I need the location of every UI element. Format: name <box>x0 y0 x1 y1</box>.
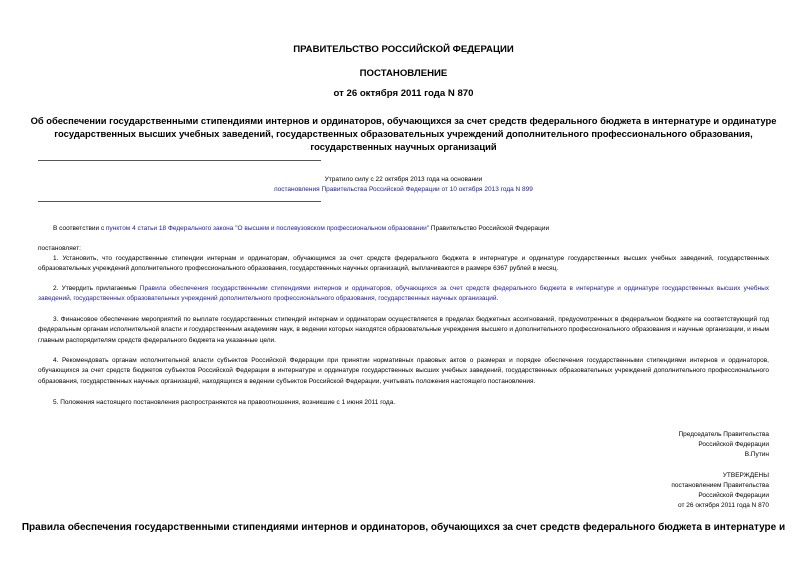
approval-country: Российской Федерации <box>698 492 769 499</box>
federal-law-link[interactable]: пунктом 4 статьи 18 Федерального закона "О высшем и послевузовском профессиональном образовании" <box>106 225 430 232</box>
approval-block <box>469 471 769 511</box>
approval-act: постановлением Правительства <box>671 482 769 489</box>
approval-heading: УТВЕРЖДЕНЫ <box>722 472 769 479</box>
signature-name: В.Путин <box>744 451 769 458</box>
paragraph-3: 3. Финансовое обеспечение мероприятий по выплате государственных стипендий интернам и ординаторам осуществляется в пределах бюджетных ассигнований, предусмотренных в федеральном бюджете на соответствующий год федеральным органам исполнительной власти и государственным академиям наук, в ведении которых находятся образовательные учреждения высшего и дополнительного профессионального образования и научные организации, и иным главным распорядителям средств федерального бюджета на указанные цели. <box>38 316 769 344</box>
signature-country: Российской Федерации <box>698 441 769 448</box>
document-type-heading: ПОСТАНОВЛЕНИЕ <box>359 68 448 79</box>
paragraph-2-suffix: . <box>496 295 499 303</box>
paragraph-4: 4. Рекомендовать органам исполнительной власти субъектов Российской Федерации при принятии нормативных правовых актов о размерах и порядке обеспечения государственными стипендиями интернов и ординаторов, обучающихся за счет средств бюджетов субъектов Российской Федерации в интернатуре и ординатуре государственных высших учебных заведений, государственных образовательных учреждений дополнительного профессионального образования, государственных научных организаций, находящихся в ведении субъектов Российской Федерации, учитывать положения настоящего постановления. <box>38 357 769 385</box>
paragraph-5: 5. Положения настоящего постановления распространяются на правоотношения, возникшие с 1 июня 2011 года. <box>53 399 396 406</box>
preamble <box>38 224 769 234</box>
document-title-line-3: государственных научных организаций <box>310 141 497 152</box>
status-divider <box>38 201 321 202</box>
document-date-number: от 26 октября 2011 года N 870 <box>333 88 474 99</box>
preamble-suffix: Правительство Российской Федерации <box>429 225 550 232</box>
signature-block <box>469 430 769 460</box>
paragraph-1: 1. Установить, что государственные стипендии интернам и ординаторам, обучающимся за счет средств федерального бюджета в интернатуре и ординатуре государственных высших учебных заведений, государственных образовательных учреждений дополнительного профессионального образования, государственных научных организаций, выплачиваются в размере 6367 рублей в месяц. <box>38 255 769 273</box>
approval-date-number: от 26 октября 2011 года N 870 <box>678 502 769 509</box>
preamble-prefix: В соответствии с <box>53 225 107 232</box>
rules-link[interactable]: Правила обеспечения государственными стипендиями интернов и ординаторов, обучающихся за счет средств федерального бюджета в интернатуре и ординатуре государственных высших учебных заведений, государственных образовательных учреждений дополнительного профессионального образования, государственных научных организаций <box>38 285 769 303</box>
document-title-line-1: Об обеспечении государственными стипендиями интернов и ординаторов, обучающихся за счет средств федерального бюджета в интернатуре и ординатуре <box>30 115 777 126</box>
document-title <box>0 114 807 153</box>
signature-position: Председатель Правительства <box>678 431 769 438</box>
repealing-act-link[interactable]: постановления Правительства Российской Федерации от 10 октября 2013 года N 899 <box>274 186 533 193</box>
status-note: Утратило силу с 22 октября 2013 года на основании <box>324 176 483 183</box>
decides-label: постановляет: <box>38 245 81 252</box>
government-heading: ПРАВИТЕЛЬСТВО РОССИЙСКОЙ ФЕДЕРАЦИИ <box>293 44 514 55</box>
rules-title: Правила обеспечения государственными стипендиями интернов и ординаторов, обучающихся за счет средств федерального бюджета в интернатуре и <box>21 522 786 533</box>
document-title-line-2: государственных высших учебных заведений, государственных образовательных учреждений дополнительного профессионального образования, <box>54 128 753 139</box>
header-divider <box>38 160 321 161</box>
paragraph-2-prefix: 2. Утвердить прилагаемые <box>53 285 140 292</box>
paragraph-2 <box>38 284 769 305</box>
